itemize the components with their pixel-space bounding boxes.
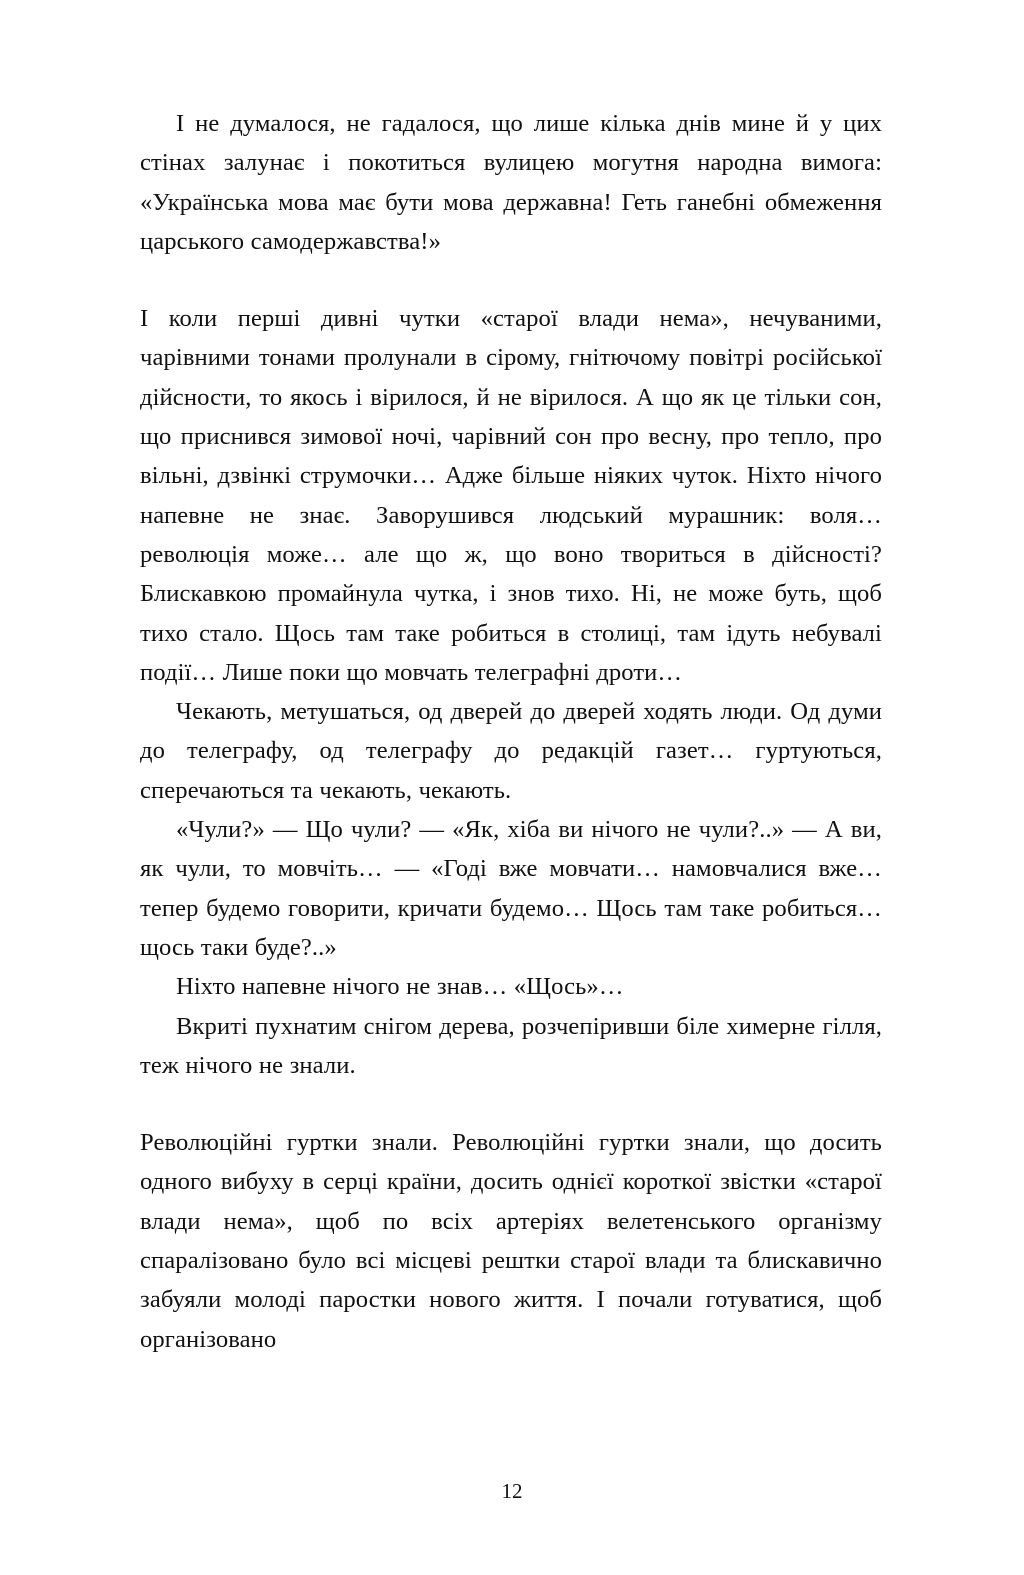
paragraph: І коли перші дивні чутки «старої влади нема», нечуваними, чарівними тонами пролунали в сірому, гнітючому повітрі російської дійсности, то якось і вірилося, й не вірилося. А що як це тільки сон, що приснився зимової ночі, чарівний сон про весну, про тепло, про вільні, дзвінкі струмочки… Адже більше ніяких чуток. Ніхто нічого напевне не знає. Заворушився людський мурашник: воля… революція може… але що ж, що воно твориться в дійсності? Блискавкою промайнула чутка, і знов тихо. Ні, не може буть, щоб тихо стало. Щось там таке робиться в столиці, там ідуть небувалі події… Лише поки що мовчать телеграфні дроти… (140, 305, 882, 686)
paragraph: І не думалося, не гадалося, що лише кілька днів мине й у цих стінах залунає і покотиться вулицею могутня народна вимога: «Українська мова має бути мова державна! Геть ганебні обмеження царського самодержавства!» (140, 110, 882, 255)
text-block-3 (140, 1123, 882, 1359)
paragraph: Революційні гуртки знали. Революційні гуртки знали, що досить одного вибуху в серці країни, досить однієї короткої звістки «старої влади нема», щоб по всіх артеріях велетенського організму спаралізовано було всі місцеві рештки старої влади та блискавично забуяли молоді паростки нового життя. І почали готуватися, щоб організовано (140, 1129, 882, 1353)
paragraph: Ніхто напевне нічого не знав… «Щось»… (176, 973, 624, 1001)
paragraph: Чекають, метушаться, од дверей до дверей ходять люди. Од думи до телеграфу, од телеграфу до редакцій газет… гуртуються, сперечаються та чекають, чекають. (140, 698, 882, 804)
paragraph: Вкриті пухнатим снігом дерева, розчепіривши біле химерне гілля, теж нічого не знали. (140, 1012, 882, 1079)
page-number: 12 (501, 1479, 523, 1503)
text-block-2 (140, 299, 882, 1085)
page-text-column (140, 104, 882, 1359)
text-block-1 (140, 104, 882, 261)
paragraph: «Чули?» — Що чули? — «Як, хіба ви нічого не чули?..» — А ви, як чули, то мовчіть… — «Годі вже мовчати… намовчалися вже… тепер будемо говорити, кричати будемо… Щось там таке робиться… щось таки буде?..» (140, 816, 882, 961)
